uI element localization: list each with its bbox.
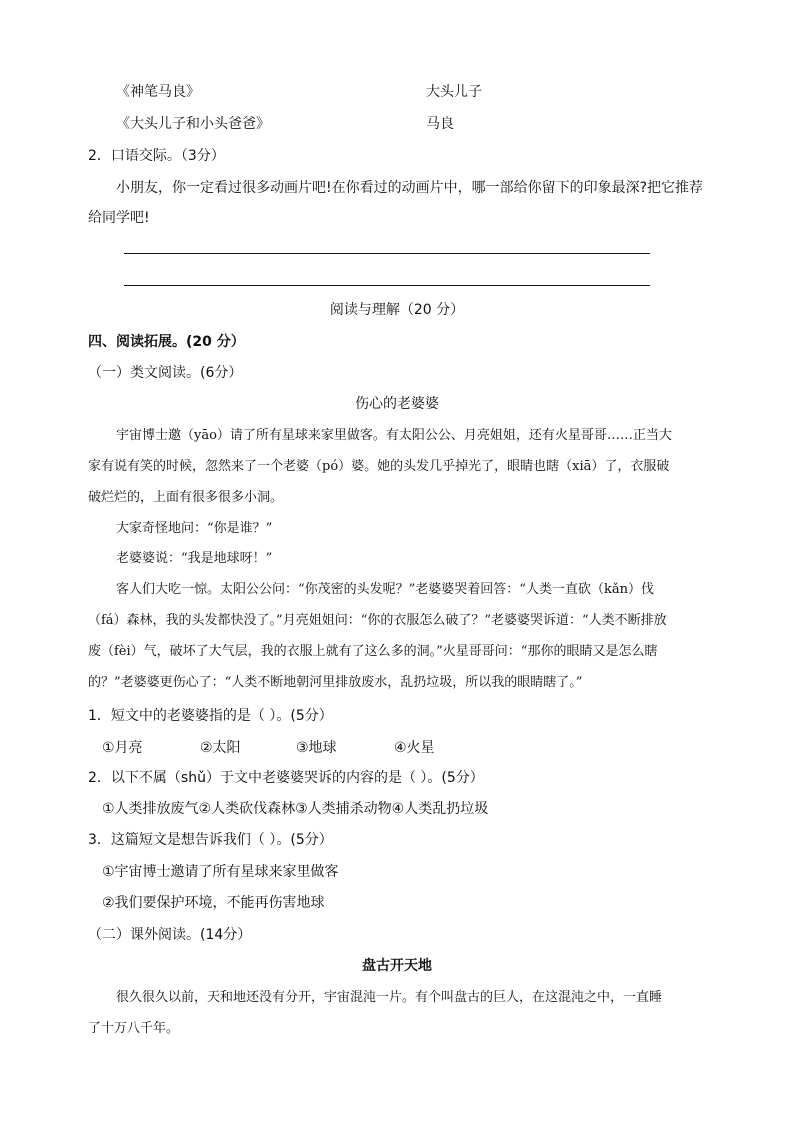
section4-heading: 四、阅读拓展。(20 分） [88,334,245,350]
q1-option-d[interactable]: ④火星 [394,740,435,756]
match-left-1: 《神笔马良》 [116,84,200,100]
q1-options [0,738,794,758]
part-title: 阅读与理解（20 分） [329,302,465,318]
q2-stem: 2．以下不属（shǔ）于文中老婆婆哭诉的内容的是（ ）。(5分） [88,770,484,786]
q1-option-c[interactable]: ③地球 [296,740,337,756]
subsection2-heading: （二）课外阅读。(14分） [88,927,252,943]
q2-options[interactable]: ①人类排放废气②人类砍伐森林③人类捕杀动物④人类乱扔垃圾 [102,801,489,817]
story1-line: 破烂烂的，上面有很多很多小洞。 [88,490,284,505]
story2-line: 很久很久以前，天和地还没有分开，宇宙混沌一片。有个叫盘古的巨人，在这混沌之中，一直睡 [116,990,663,1005]
q1-stem: 1．短文中的老婆婆指的是（ ）。(5分） [88,708,333,724]
story2-title: 盘古开天地 [362,958,432,974]
story1-line: 宇宙博士邀（yāo）请了所有星球来家里做客。有太阳公公、月亮姐姐，还有火星哥哥……正当大 [116,428,672,443]
q3-option-1[interactable]: ①宇宙博士邀请了所有星球来家里做客 [102,864,339,880]
story1-line: 的？”老婆婆更伤心了：“人类不断地朝河里排放废水，乱扔垃圾，所以我的眼睛瞎了。” [88,675,583,690]
story1-line: 老婆婆说：“我是地球呀！” [116,551,273,566]
answer-line-2[interactable] [124,285,650,286]
story1-line: 家有说有笑的时候，忽然来了一个老婆（pó）婆。她的头发几乎掉光了，眼睛也瞎（xiā）了，衣服破 [88,459,670,474]
subsection1-heading: （一）类文阅读。(6分） [88,365,243,381]
oral-prompt-line1: 小朋友，你一定看过很多动画片吧!在你看过的动画片中，哪一部给你留下的印象最深?把它推荐 [116,180,704,196]
story1-title: 伤心的老婆婆 [355,396,439,412]
oral-prompt-line2: 给同学吧! [88,210,150,226]
q1-option-a[interactable]: ①月亮 [102,740,143,756]
story1-line: 客人们大吃一惊。太阳公公问：“你茂密的头发呢？”老婆婆哭着回答：“人类一直砍（kǎn）伐 [116,582,654,597]
story1-line: 废（fèi）气，破坏了大气层，我的衣服上就有了这么多的洞。”火星哥哥问：“那你的眼睛又是怎么瞎 [88,644,658,659]
match-left-2: 《大头儿子和小头爸爸》 [116,116,270,132]
oral-heading: 2．口语交际。（3分） [88,148,225,164]
q3-stem: 3．这篇短文是想告诉我们（ ）。(5分） [88,832,333,848]
story1-line: （fá）森林，我的头发都快没了。”月亮姐姐问：“你的衣服怎么破了？”老婆婆哭诉道：“人类不断排放 [88,613,667,628]
answer-line-1[interactable] [124,253,650,254]
story1-line: 大家奇怪地问：“你是谁？” [116,521,273,536]
match-right-2: 马良 [426,116,454,132]
q3-option-2[interactable]: ②我们要保护环境，不能再伤害地球 [102,895,325,911]
match-right-1: 大头儿子 [426,84,482,100]
story2-line: 了十万八千年。 [88,1021,180,1036]
q1-option-b[interactable]: ②太阳 [200,740,241,756]
